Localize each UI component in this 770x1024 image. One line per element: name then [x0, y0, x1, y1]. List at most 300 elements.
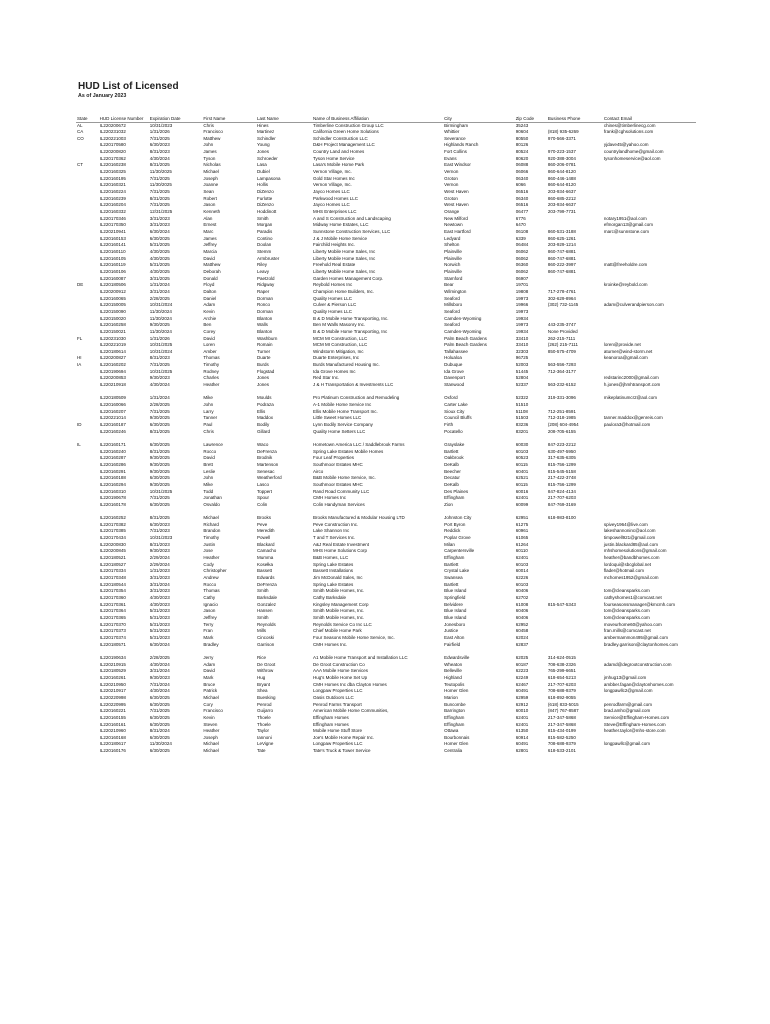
- cell-email: tom@cleansparks.com: [603, 588, 650, 594]
- cell-zip: 83201: [515, 428, 529, 434]
- cell-expiration: 6/30/2025: [149, 422, 170, 428]
- table-row: [76, 575, 696, 582]
- table-row: [76, 222, 696, 229]
- cell-license-number: IL220150020: [99, 315, 126, 321]
- cell-license-number: IL220160294: [99, 481, 126, 487]
- cell-phone: 860-531-3188: [547, 229, 576, 234]
- cell-affiliation: Little Sweet Homes LLC: [313, 415, 362, 421]
- cell-zip: 60491: [515, 688, 529, 694]
- cell-city: Reddick: [444, 528, 461, 534]
- cell-expiration: 11/30/2024: [149, 741, 172, 747]
- cell-zip: 35243: [515, 122, 529, 128]
- cell-email: adam@culverandpierson.com: [603, 302, 664, 308]
- cell-state: [76, 249, 99, 256]
- cell-zip: 61350: [515, 728, 529, 734]
- cell-last-name: Podraza: [256, 402, 274, 408]
- cell-phone: 712-251-8591: [547, 408, 576, 414]
- cell-email: mchomes1952@gmail.com: [603, 575, 659, 581]
- cell-city: Crystal Lake: [444, 568, 470, 574]
- cell-affiliation: Jayco Homes LLC: [313, 189, 350, 195]
- cell-email: [603, 449, 696, 456]
- cell-email: bradley.garrison@claytonhomes.com: [603, 641, 678, 647]
- table-row: [76, 562, 696, 569]
- cell-city: Bear: [444, 282, 454, 288]
- cell-license-number: IL220210950: [99, 681, 126, 687]
- cell-zip: 62837: [515, 641, 529, 647]
- cell-phone: 203-929-1214: [547, 242, 576, 248]
- cell-expiration: 4/30/2023: [149, 595, 170, 601]
- cell-state: [76, 349, 99, 356]
- cell-email: spivey1964@live.com: [603, 521, 648, 527]
- cell-zip: 60406: [515, 615, 529, 621]
- cell-license-number: IL220170354: [99, 588, 126, 594]
- cell-affiliation: T and T Services Inc.: [313, 535, 356, 541]
- cell-state: [76, 429, 99, 436]
- cell-affiliation: Oasis Outdoors LLC: [313, 694, 354, 700]
- table-row: [76, 202, 696, 209]
- cell-last-name: Schroeder: [256, 155, 278, 161]
- cell-affiliation: Liberty Mobile Home Sales, Inc: [313, 268, 376, 274]
- cell-license-number: IL220210941: [99, 229, 126, 234]
- cell-last-name: Dorman: [256, 295, 273, 301]
- cell-city: Effingham: [444, 721, 465, 727]
- cell-city: Justice: [444, 628, 459, 634]
- cell-expiration: 5/31/2023: [149, 615, 170, 621]
- cell-phone: 217-707-6203: [547, 681, 576, 687]
- cell-last-name: Withrow: [256, 668, 274, 674]
- cell-zip: 60103: [515, 561, 529, 567]
- cell-license-number: IL220180614: [99, 348, 126, 354]
- cell-license-number: IL220210915: [99, 661, 126, 667]
- cell-email: notary1951@aol.com: [603, 215, 647, 221]
- table-row: [76, 648, 696, 661]
- cell-phone: [547, 355, 603, 362]
- cell-zip: 62801: [515, 748, 529, 754]
- cell-expiration: 11/30/2024: [149, 328, 172, 334]
- cell-phone: 208-705-6155: [547, 428, 576, 434]
- cell-first-name: Mark: [203, 674, 214, 680]
- cell-city: Seaford: [444, 308, 460, 314]
- cell-affiliation: Red Star Inc.: [313, 375, 340, 381]
- cell-city: Dubuque: [444, 362, 463, 368]
- cell-zip: 60961: [515, 528, 529, 534]
- cell-first-name: Nicholas: [203, 162, 221, 168]
- table-row: [76, 469, 696, 476]
- cell-license-number: IL220170362: [99, 155, 126, 161]
- cell-last-name: Blanton: [256, 328, 273, 334]
- cell-last-name: Mills: [256, 628, 266, 634]
- cell-expiration: 9/30/2023: [149, 375, 170, 381]
- cell-email: [603, 169, 696, 176]
- header-zip: Zip Code: [515, 108, 547, 122]
- cell-license-number: IL220180571: [99, 641, 126, 647]
- cell-license-number: IL220160155: [99, 714, 126, 720]
- cell-zip: 62025: [515, 654, 529, 660]
- cell-license-number: IL220160261: [99, 674, 126, 680]
- cell-phone: 217-347-5868: [547, 714, 576, 720]
- cell-city: Camden-Wyoming: [444, 328, 482, 334]
- cell-license-number: IL220180529: [99, 668, 126, 674]
- cell-phone: 815-547-5343: [547, 601, 576, 607]
- cell-zip: 62959: [515, 694, 529, 700]
- cell-zip: 33410: [515, 335, 529, 341]
- cell-email: [603, 136, 696, 143]
- cell-last-name: DeFrenza: [256, 581, 277, 587]
- cell-expiration: 7/31/2024: [149, 681, 170, 687]
- cell-affiliation: Hug's Mobile Home Set Up: [313, 674, 368, 680]
- cell-last-name: Garrison: [256, 641, 275, 647]
- cell-zip: 19808: [515, 288, 529, 294]
- header-city: City: [443, 108, 515, 122]
- cell-state: [76, 276, 99, 283]
- table-row: [76, 156, 696, 163]
- cell-email: [603, 668, 696, 675]
- table-row: [76, 748, 696, 755]
- cell-zip: 6776: [515, 215, 526, 221]
- cell-email: redstarinc2000@gmail.com: [603, 375, 659, 381]
- cell-email: [603, 336, 696, 343]
- cell-expiration: 3/31/2025: [149, 275, 170, 281]
- cell-expiration: 4/30/2024: [149, 688, 170, 694]
- cell-expiration: 2/29/2024: [149, 555, 170, 561]
- cell-city: Stanwood: [444, 382, 465, 388]
- cell-email: moveurhome60@yahoo.com: [603, 621, 662, 627]
- cell-state: [76, 475, 99, 482]
- cell-city: Milan: [444, 541, 455, 547]
- cell-state: IL: [77, 441, 81, 447]
- cell-last-name: DiZenzo: [256, 202, 274, 208]
- table-row: [76, 196, 696, 203]
- cell-expiration: 8/31/2024: [149, 728, 170, 734]
- cell-zip: 19934: [515, 328, 529, 334]
- cell-first-name: James: [203, 235, 217, 241]
- cell-affiliation: Ben M Walls Masonry Inc.: [313, 322, 366, 328]
- cell-last-name: Rice: [256, 654, 266, 660]
- cell-expiration: 6/30/2025: [149, 748, 170, 754]
- table-row: [76, 302, 696, 309]
- cell-phone: 860-644-8120: [547, 182, 576, 188]
- cell-phone: [547, 542, 603, 549]
- cell-first-name: Loren: [203, 342, 215, 348]
- cell-zip: 06907: [515, 275, 529, 281]
- cell-affiliation: Garden Homes Management Corp.: [313, 275, 384, 281]
- cell-state: [76, 302, 99, 309]
- cell-phone: [547, 142, 603, 149]
- cell-email: jmhug13@gmail.com: [603, 674, 647, 680]
- cell-email: [603, 469, 696, 476]
- cell-email: [603, 369, 696, 376]
- cell-city: Carpentersville: [444, 548, 475, 554]
- cell-email: Steve@Effingham-Homes.com: [603, 721, 666, 727]
- cell-state: [76, 708, 99, 715]
- cell-city: Oakbrook: [444, 455, 464, 461]
- cell-zip: 60103: [515, 581, 529, 587]
- cell-state: [76, 648, 99, 661]
- cell-phone: [547, 222, 603, 229]
- cell-license-number: IL220180617: [99, 741, 126, 747]
- cell-first-name: David: [203, 455, 215, 461]
- cell-phone: 563-556-7293: [547, 362, 576, 368]
- cell-affiliation: Quality Homes LLC: [313, 295, 353, 301]
- cell-expiration: 9/30/2023: [149, 674, 170, 680]
- cell-last-name: Ronco: [256, 302, 270, 308]
- cell-state: [76, 382, 99, 389]
- cell-zip: 51445: [515, 368, 529, 374]
- cell-license-number: IL220170434: [99, 535, 126, 541]
- cell-affiliation: Jayco Homes LLC: [313, 202, 350, 208]
- cell-state: [76, 542, 99, 549]
- cell-city: Decatur: [444, 475, 460, 481]
- cell-affiliation: Ida Grove Homes Inc: [313, 368, 356, 374]
- cell-affiliation: Bassett Installations: [313, 568, 354, 574]
- cell-state: [76, 409, 99, 416]
- cell-license-number: IL220160258: [99, 322, 126, 328]
- cell-last-name: Paradis: [256, 229, 273, 234]
- page-subtitle: As of January 2023: [78, 93, 127, 99]
- cell-zip: 62223: [515, 668, 529, 674]
- cell-phone: 860-747-6881: [547, 268, 576, 274]
- cell-affiliation: Smith Mobile Homes, Inc.: [313, 588, 365, 594]
- cell-city: Grayslake: [444, 441, 465, 447]
- table-row: [76, 628, 696, 635]
- cell-expiration: 4/30/2023: [149, 601, 170, 607]
- cell-city: East Hartford: [444, 229, 471, 234]
- cell-affiliation: Joe's Mobile Home Repair Inc.: [313, 734, 375, 740]
- cell-expiration: 2/28/2025: [149, 295, 170, 301]
- cell-email: [603, 482, 696, 489]
- cell-last-name: Blanton: [256, 315, 273, 321]
- cell-city: Vernon: [444, 182, 459, 188]
- cell-zip: 60914: [515, 734, 529, 740]
- cell-affiliation: Spring Lake Estates: [313, 561, 354, 567]
- cell-affiliation: Reynolds Service Co Inc LLC: [313, 621, 372, 627]
- cell-affiliation: Parkwood Homes LLC: [313, 195, 359, 201]
- cell-affiliation: Tate's Truck & Tower Service: [313, 748, 371, 754]
- cell-email: fourseasonsmanager@kmcmh.com: [603, 601, 676, 607]
- cell-zip: 32303: [515, 348, 529, 354]
- cell-phone: 847-769-3169: [547, 501, 576, 507]
- cell-affiliation: B & D Mobile Home Transporting, Inc: [313, 328, 388, 334]
- table-row: [76, 702, 696, 709]
- table-row: [76, 642, 696, 649]
- cell-last-name: Bryant: [256, 681, 270, 687]
- cell-email: ambber.fagan@claytonhomes.com: [603, 681, 674, 687]
- cell-first-name: Joseph: [203, 175, 218, 181]
- table-row: [76, 548, 696, 555]
- cell-city: Severance: [444, 135, 466, 141]
- cell-state: [76, 582, 99, 589]
- cell-affiliation: Schindler Construction LLC: [313, 135, 368, 141]
- cell-city: Camden-Wyoming: [444, 315, 482, 321]
- cell-license-number: IL220160066: [99, 402, 126, 408]
- table-row: [76, 688, 696, 695]
- cell-city: Plainville: [444, 248, 462, 254]
- cell-license-number: IL220170350: [99, 222, 126, 228]
- cell-first-name: Jerry: [203, 654, 214, 660]
- cell-zip: 60099: [515, 501, 529, 507]
- cell-last-name: Jones: [256, 382, 269, 388]
- cell-state: [76, 156, 99, 163]
- cell-license-number: IL220160291: [99, 468, 126, 474]
- cell-state: [76, 602, 99, 609]
- cell-email: [603, 249, 696, 256]
- cell-city: Zion: [444, 501, 453, 507]
- cell-expiration: 9/30/2025: [149, 455, 170, 461]
- cell-email: [603, 455, 696, 462]
- cell-expiration: 10/31/2024: [149, 302, 173, 308]
- cell-affiliation: Jim McDonald Sales, Inc: [313, 575, 363, 581]
- cell-expiration: 10/31/2025: [149, 368, 173, 374]
- cell-last-name: Thoele: [256, 714, 271, 720]
- cell-expiration: 1/31/2026: [149, 129, 170, 135]
- cell-state: [76, 415, 99, 422]
- cell-email: tom@cleansparks.com: [603, 615, 650, 621]
- cell-state: HI: [77, 355, 82, 361]
- cell-email: tysonhomeservice@aol.com: [603, 155, 661, 161]
- cell-affiliation: Lake Shannon Inc: [313, 528, 350, 534]
- cell-phone: None Provided: [547, 328, 578, 334]
- cell-city: Norwich: [444, 262, 461, 268]
- cell-email: [603, 176, 696, 183]
- cell-city: Jonesboro: [444, 621, 466, 627]
- cell-expiration: 3/31/2023: [149, 215, 170, 221]
- table-row: [76, 602, 696, 609]
- cell-first-name: Bradley: [203, 641, 219, 647]
- cell-expiration: 7/31/2025: [149, 189, 170, 195]
- cell-license-number: IL220160246: [99, 428, 126, 434]
- cell-last-name: Hines: [256, 122, 269, 128]
- cell-license-number: IL220160202: [99, 362, 126, 368]
- cell-email: [603, 256, 696, 263]
- cell-state: [76, 548, 99, 555]
- cell-last-name: Armbruster: [256, 255, 280, 261]
- cell-email: [603, 509, 696, 522]
- table-row: [76, 289, 696, 296]
- cell-email: adamd@degrootconstruction.com: [603, 661, 672, 667]
- table-row: [76, 502, 696, 509]
- cell-zip: 61275: [515, 521, 529, 527]
- cell-license-number: IL220200830: [99, 541, 126, 547]
- table-row: [76, 535, 696, 542]
- cell-expiration: 6/30/2023: [149, 142, 170, 148]
- cell-first-name: Patrick: [203, 688, 218, 694]
- cell-last-name: Gillard: [256, 428, 270, 434]
- table-row: [76, 369, 696, 376]
- cell-state: AL: [77, 122, 83, 128]
- cell-first-name: Kenneth: [203, 209, 221, 215]
- cell-zip: 62521: [515, 475, 529, 481]
- cell-last-name: De Groot: [256, 661, 276, 667]
- cell-license-number: IL220170348: [99, 575, 126, 581]
- cell-expiration: 8/31/2023: [149, 149, 170, 155]
- cell-first-name: Amber: [203, 348, 217, 354]
- cell-email: h.jones@jhmhtransport.com: [603, 382, 661, 388]
- cell-first-name: Ignacio: [203, 601, 218, 607]
- table-row: [76, 722, 696, 729]
- cell-first-name: Terry: [203, 621, 214, 627]
- cell-first-name: Mark: [203, 634, 214, 640]
- cell-expiration: 7/31/2025: [149, 175, 170, 181]
- cell-zip: 61264: [515, 541, 529, 547]
- cell-license-number: IL220220995: [99, 701, 126, 707]
- table-row: [76, 242, 696, 249]
- cell-expiration: 9/30/2023: [149, 548, 170, 554]
- cell-zip: 62226: [515, 575, 529, 581]
- table-row: [76, 149, 696, 156]
- cell-expiration: 4/30/2024: [149, 382, 170, 388]
- cell-zip: 06062: [515, 255, 529, 261]
- cell-first-name: Richard: [203, 521, 219, 527]
- cell-phone: 618-983-8100: [547, 515, 576, 521]
- cell-city: Bartlett: [444, 448, 459, 454]
- cell-state: [76, 615, 99, 622]
- cell-city: Johnston City: [444, 515, 472, 521]
- cell-first-name: Cathy: [203, 595, 216, 601]
- cell-phone: [547, 282, 603, 289]
- cell-affiliation: AAA Mobile Home Services: [313, 668, 369, 674]
- cell-last-name: Martinez: [256, 129, 275, 135]
- table-row: [76, 129, 696, 136]
- cell-last-name: Burds: [256, 362, 269, 368]
- cell-email: [603, 202, 696, 209]
- cell-expiration: 12/31/2025: [149, 209, 173, 215]
- table-row: [76, 176, 696, 183]
- cell-zip: 80126: [515, 142, 529, 148]
- cell-zip: 51503: [515, 415, 529, 421]
- cell-phone: 618-892-9055: [547, 694, 576, 700]
- cell-last-name: Barksdale: [256, 595, 277, 601]
- cell-state: [76, 296, 99, 303]
- cell-phone: 815-756-1299: [547, 481, 576, 487]
- cell-first-name: Thomas: [203, 355, 220, 361]
- table-row: [76, 522, 696, 529]
- cell-affiliation: MHS Home Solutions Corp: [313, 548, 368, 554]
- cell-first-name: Joseph: [203, 734, 218, 740]
- cell-zip: 06108: [515, 229, 529, 234]
- cell-zip: 06062: [515, 248, 529, 254]
- table-row: [76, 582, 696, 589]
- cell-first-name: Alan: [203, 215, 213, 221]
- cell-city: Teutopolis: [444, 681, 465, 687]
- cell-state: [76, 588, 99, 595]
- cell-city: Swansea: [444, 575, 463, 581]
- table-row: [76, 482, 696, 489]
- cell-state: [76, 662, 99, 669]
- cell-last-name: Stemm: [256, 248, 272, 254]
- cell-phone: [547, 402, 603, 409]
- table-row: [76, 209, 696, 216]
- cell-phone: 217-707-6203: [547, 495, 576, 501]
- cell-affiliation: B & D Mobile Home Transporting, Inc.: [313, 315, 389, 321]
- cell-first-name: Larry: [203, 408, 214, 414]
- cell-state: [76, 568, 99, 575]
- cell-city: Wheaton: [444, 661, 463, 667]
- cell-zip: 60030: [515, 441, 529, 447]
- cell-email: [603, 362, 696, 369]
- cell-license-number: IL220231032: [99, 129, 126, 135]
- cell-license-number: IL220180521: [99, 555, 126, 561]
- cell-license-number: IL220170382: [99, 521, 126, 527]
- cell-city: Blue Island: [444, 588, 467, 594]
- cell-state: [76, 375, 99, 382]
- cell-city: Belvidere: [444, 601, 463, 607]
- cell-last-name: Flogstad: [256, 368, 275, 374]
- header-license-number: HUD License Number: [99, 108, 149, 122]
- cell-first-name: John: [203, 475, 214, 481]
- cell-email: [603, 316, 696, 323]
- cell-license-number: IL220221019: [99, 342, 126, 348]
- cell-email: marc@sunnstone.com: [603, 229, 649, 234]
